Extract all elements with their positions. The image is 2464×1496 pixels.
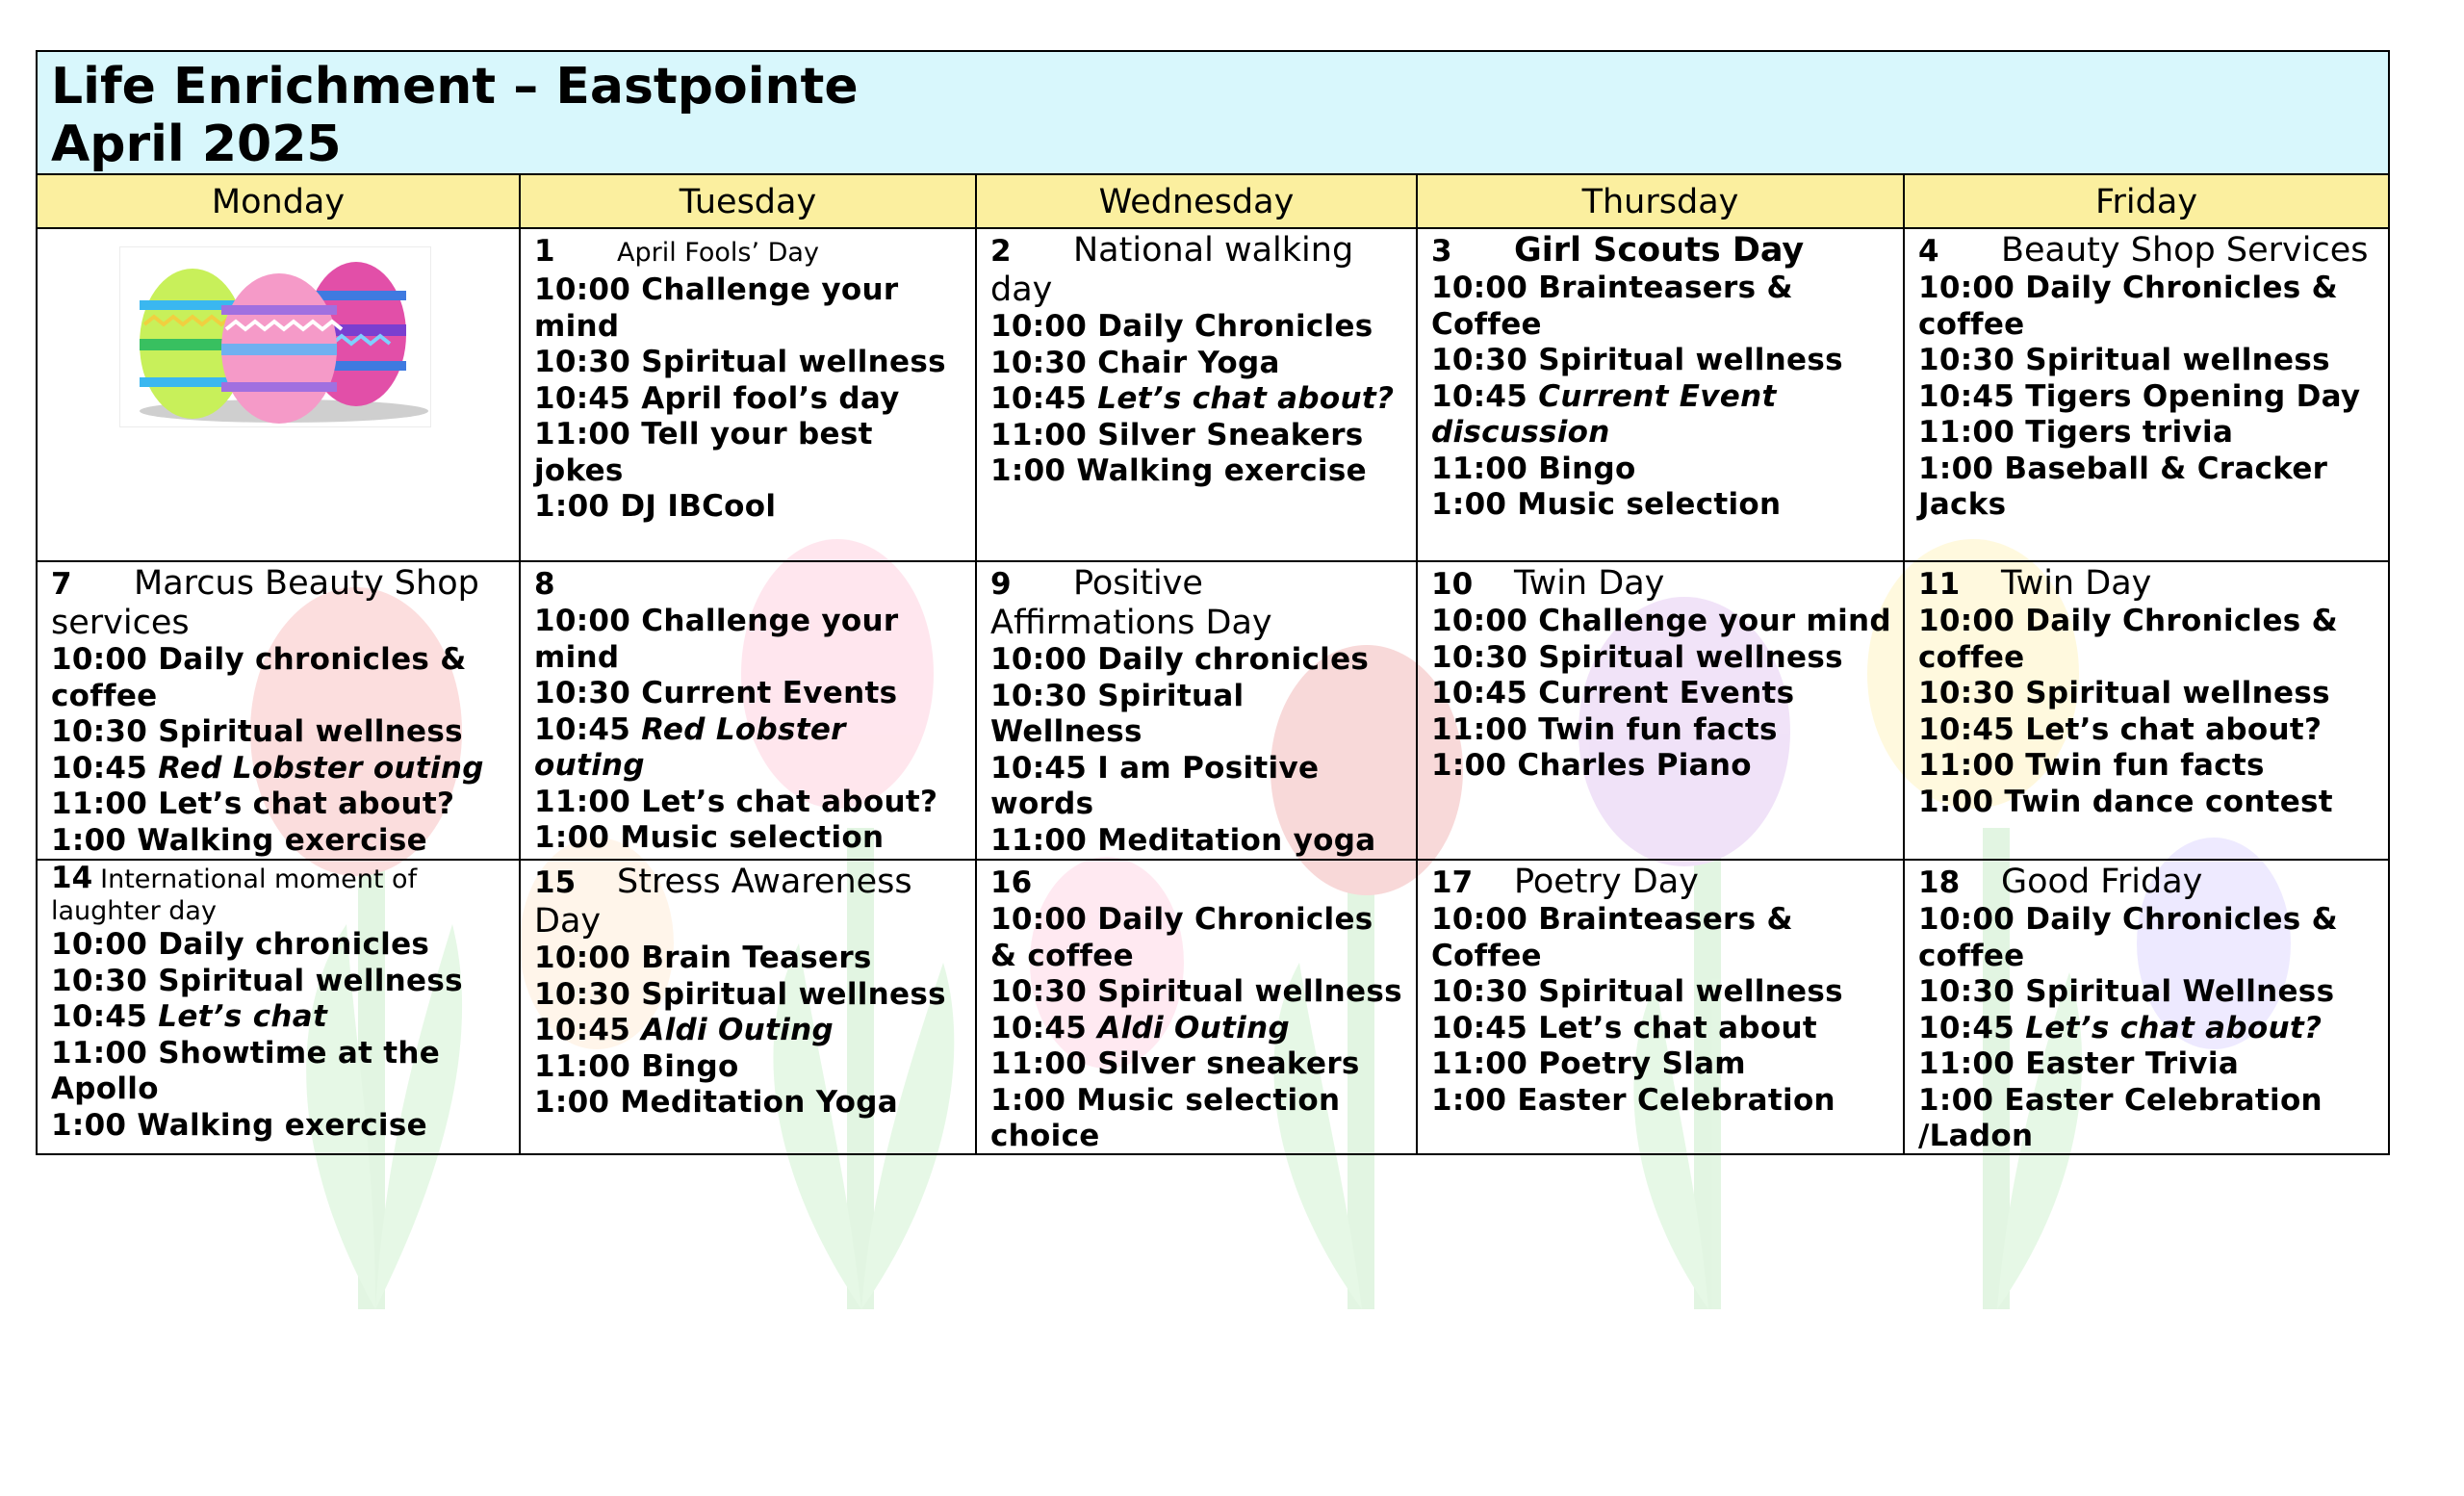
activity: 10:30 Spiritual wellness bbox=[51, 963, 463, 998]
activity: 10:00 Brainteasers & Coffee bbox=[1431, 902, 1793, 973]
day-number: 14 bbox=[51, 861, 93, 895]
activity: 1:00 Baseball & Cracker Jacks bbox=[1918, 451, 2328, 522]
activity-italic: Current Event discussion bbox=[1431, 378, 1777, 450]
day-cell-16 bbox=[977, 861, 1418, 1153]
day-event: Girl Scouts Day bbox=[1514, 231, 1805, 270]
activity: 10:45 Red Lobster outing bbox=[51, 750, 484, 786]
activity: 1:00 DJ IBCool bbox=[534, 489, 777, 524]
activity: 1:00 Walking exercise bbox=[51, 822, 427, 858]
activity: 10:00 Daily chronicles & coffee bbox=[51, 642, 467, 713]
day-number: 10 bbox=[1431, 567, 1474, 602]
activity: 10:00 Daily Chronicles bbox=[990, 309, 1373, 344]
day-event: Positive Affirmations Day bbox=[990, 564, 1272, 642]
activity: 1:00 Twin dance contest bbox=[1918, 784, 2333, 819]
day-number: 17 bbox=[1431, 865, 1474, 900]
day-cell-4 bbox=[1905, 229, 2388, 562]
activity: 1:00 Music selection bbox=[1431, 487, 1782, 522]
activity: 11:00 Silver sneakers bbox=[990, 1046, 1360, 1081]
activity: 11:00 Silver Sneakers bbox=[990, 417, 1364, 452]
easter-eggs-icon bbox=[119, 246, 431, 427]
activity-italic: Red Lobster outing bbox=[158, 750, 484, 786]
day-cell-18 bbox=[1905, 861, 2388, 1153]
activity: 10:00 Brain Teasers bbox=[534, 941, 872, 975]
activity: 10:00 Daily Chronicles & coffee bbox=[1918, 902, 2338, 973]
header-tuesday: Tuesday bbox=[521, 175, 977, 229]
activity: 10:45 April fool’s day bbox=[534, 380, 900, 416]
activity: 11:00 Let’s chat about? bbox=[51, 787, 455, 821]
activity: 10:30 Spiritual wellness bbox=[1918, 676, 2330, 710]
activity: 10:30 Spiritual wellness bbox=[1431, 639, 1843, 675]
header-wednesday: Wednesday bbox=[977, 175, 1418, 229]
day-event: Stress Awareness Day bbox=[534, 863, 912, 941]
activity: 11:00 Bingo bbox=[1431, 451, 1636, 486]
day-cell-8 bbox=[521, 562, 977, 861]
activity-italic: Red Lobster outing bbox=[534, 711, 846, 783]
activity: 11:00 Showtime at the Apollo bbox=[51, 1035, 441, 1106]
activity-italic: Let’s chat about? bbox=[1097, 381, 1395, 416]
day-cell-15 bbox=[521, 861, 977, 1153]
activity: 11:00 Tigers trivia bbox=[1918, 415, 2234, 450]
day-number: 4 bbox=[1918, 234, 1939, 269]
day-number: 18 bbox=[1918, 865, 1961, 900]
day-number: 2 bbox=[990, 234, 1012, 269]
header-monday: Monday bbox=[38, 175, 521, 229]
day-number: 16 bbox=[990, 865, 1033, 900]
day-cell-11 bbox=[1905, 562, 2388, 861]
day-cell-10 bbox=[1418, 562, 1905, 861]
day-event: International moment of laughter day bbox=[51, 864, 418, 926]
activity: 1:00 Charles Piano bbox=[1431, 748, 1752, 783]
activity: 10:45 Aldi Outing bbox=[990, 1010, 1290, 1045]
activity: 1:00 Easter Celebration bbox=[1431, 1082, 1835, 1118]
activity: 11:00 Let’s chat about? bbox=[534, 784, 938, 819]
activity: 10:45 Let’s chat about? bbox=[1918, 711, 2323, 747]
activity: 10:30 Spiritual Wellness bbox=[990, 678, 1245, 749]
activity-italic: Let’s chat about? bbox=[2025, 1010, 2323, 1045]
activity: 1:00 Music selection choice bbox=[990, 1082, 1341, 1153]
activity: 11:00 Poetry Slam bbox=[1431, 1046, 1746, 1081]
day-number: 8 bbox=[534, 567, 555, 602]
day-event: Poetry Day bbox=[1514, 863, 1699, 901]
activity: 10:00 Daily Chronicles & coffee bbox=[990, 902, 1373, 973]
activity: 10:00 Brainteasers & Coffee bbox=[1431, 271, 1793, 342]
day-number: 7 bbox=[51, 567, 72, 602]
activity: 10:30 Spiritual wellness bbox=[1431, 974, 1843, 1009]
day-cell-17 bbox=[1418, 861, 1905, 1153]
activity: 10:45 I am Positive words bbox=[990, 750, 1320, 821]
activity: 10:00 Challenge your mind bbox=[534, 272, 899, 344]
activity: 10:00 Challenge your mind bbox=[1431, 604, 1891, 638]
calendar-table bbox=[36, 50, 2390, 1155]
day-event: Marcus Beauty Shop services bbox=[51, 564, 479, 642]
day-cell-9 bbox=[977, 562, 1418, 861]
activity: 10:45 Let’s chat about? bbox=[1918, 1010, 2323, 1045]
activity: 10:45 Let’s chat about bbox=[1431, 1010, 1817, 1045]
day-event: Twin Day bbox=[1514, 564, 1665, 603]
header-friday: Friday bbox=[1905, 175, 2388, 229]
activity: 10:00 Daily Chronicles & coffee bbox=[1918, 604, 2338, 675]
day-event: Twin Day bbox=[2001, 564, 2152, 603]
activity: 11:00 Twin fun facts bbox=[1431, 711, 1778, 747]
header-thursday: Thursday bbox=[1418, 175, 1905, 229]
day-cell-empty bbox=[38, 229, 521, 562]
activity: 1:00 Music selection bbox=[534, 820, 885, 855]
calendar-grid bbox=[38, 175, 2388, 1153]
day-number: 3 bbox=[1431, 234, 1452, 269]
activity: 10:45 Let’s chat bbox=[51, 999, 328, 1034]
activity: 10:00 Daily chronicles bbox=[51, 927, 430, 962]
activity-italic: Aldi Outing bbox=[1097, 1010, 1290, 1045]
activity: 10:00 Challenge your mind bbox=[534, 604, 899, 675]
activity: 10:30 Spiritual wellness bbox=[51, 714, 463, 749]
day-event: Good Friday bbox=[2001, 863, 2203, 901]
activity-italic: Let’s chat bbox=[158, 999, 328, 1034]
day-event: April Fools’ Day bbox=[617, 238, 819, 268]
activity: 1:00 Easter Celebration /Ladon bbox=[1918, 1082, 2323, 1153]
activity: 11:00 Twin fun facts bbox=[1918, 748, 2265, 783]
activity: 10:30 Spiritual Wellness bbox=[1918, 974, 2335, 1009]
activity: 11:00 Bingo bbox=[534, 1048, 739, 1084]
activity: 1:00 Walking exercise bbox=[51, 1107, 427, 1143]
activity: 10:30 Spiritual wellness bbox=[534, 976, 946, 1012]
calendar-title: Life Enrichment – Eastpointe bbox=[51, 58, 859, 116]
activity: 10:30 Chair Yoga bbox=[990, 345, 1280, 380]
activity: 10:45 Red Lobster outing bbox=[534, 711, 846, 783]
day-cell-14 bbox=[38, 861, 521, 1153]
activity: 1:00 Meditation Yoga bbox=[534, 1085, 898, 1120]
activity: 10:45 Tigers Opening Day bbox=[1918, 378, 2361, 414]
activity: 10:30 Spiritual wellness bbox=[534, 345, 946, 379]
activity: 1:00 Walking exercise bbox=[990, 453, 1367, 488]
activity: 10:30 Spiritual wellness bbox=[1918, 343, 2330, 377]
activity: 11:00 Meditation yoga bbox=[990, 822, 1376, 858]
activity: 11:00 Tell your best jokes bbox=[534, 417, 873, 488]
activity: 10:30 Spiritual wellness bbox=[1431, 343, 1843, 377]
calendar-month: April 2025 bbox=[51, 116, 342, 173]
activity: 10:45 Current Events bbox=[1431, 676, 1795, 710]
activity: 10:30 Current Events bbox=[534, 676, 898, 710]
day-cell-3 bbox=[1418, 229, 1905, 562]
calendar-title-bar bbox=[38, 52, 2388, 175]
activity: 10:45 Current Event discussion bbox=[1431, 378, 1777, 450]
day-cell-1 bbox=[521, 229, 977, 562]
day-cell-7 bbox=[38, 562, 521, 861]
day-number: 15 bbox=[534, 865, 577, 900]
day-cell-2 bbox=[977, 229, 1418, 562]
activity-italic: Aldi Outing bbox=[641, 1013, 834, 1047]
activity: 10:00 Daily Chronicles & coffee bbox=[1918, 271, 2338, 342]
activity: 11:00 Easter Trivia bbox=[1918, 1046, 2240, 1081]
day-number: 1 bbox=[534, 234, 555, 269]
day-event: National walking day bbox=[990, 231, 1354, 309]
day-event: Beauty Shop Services bbox=[2001, 231, 2369, 270]
day-number: 11 bbox=[1918, 567, 1961, 602]
activity: 10:45 Aldi Outing bbox=[534, 1013, 834, 1047]
activity: 10:00 Daily chronicles bbox=[990, 642, 1370, 677]
activity: 10:45 Let’s chat about? bbox=[990, 381, 1395, 416]
day-number: 9 bbox=[990, 567, 1012, 602]
activity: 10:30 Spiritual wellness bbox=[990, 974, 1402, 1009]
